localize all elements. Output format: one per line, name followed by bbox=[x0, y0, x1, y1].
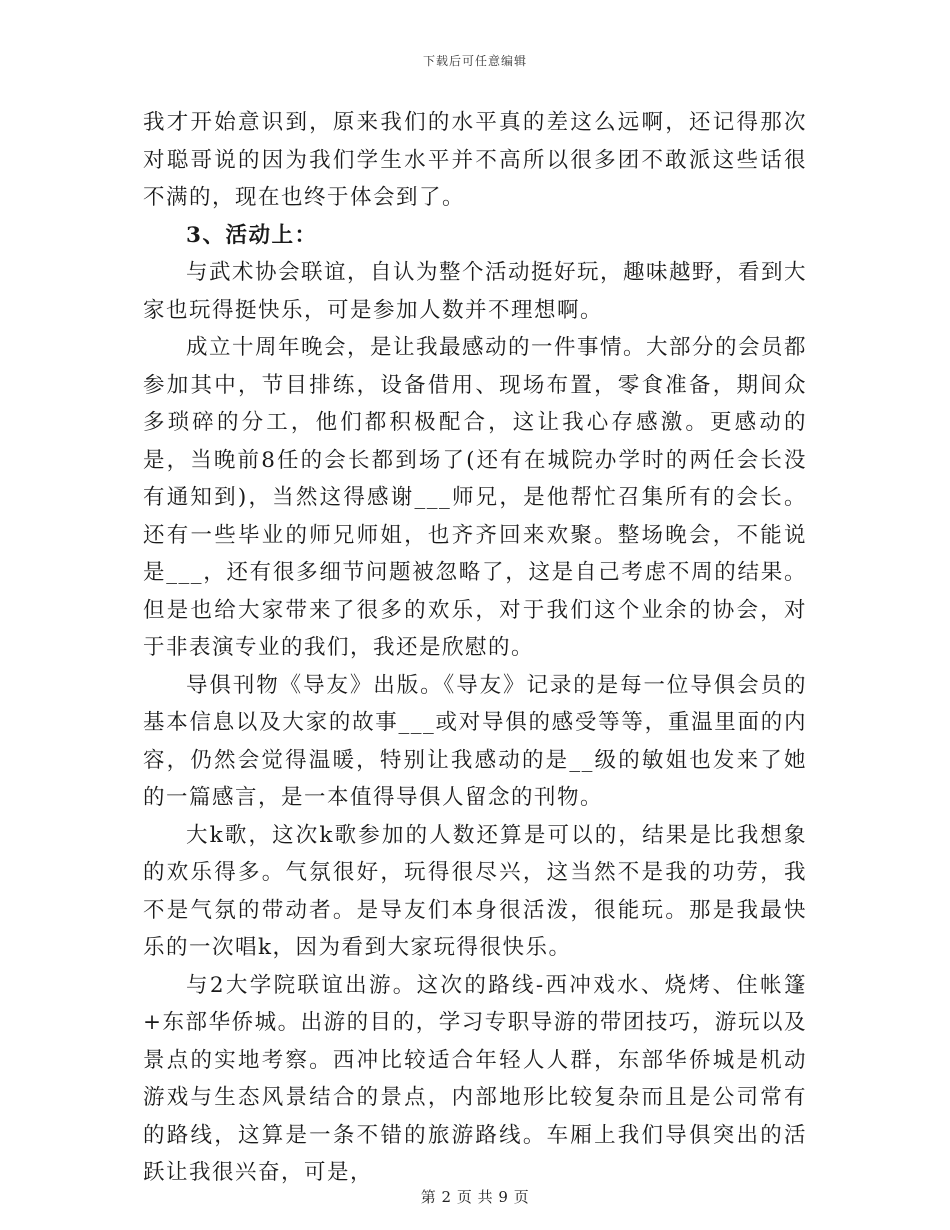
paragraph-continuation: 我才开始意识到，原来我们的水平真的差这么远啊，还记得那次对聪哥说的因为我们学生水平并不高所以很多团不敢派这些话很不满的，现在也终于体会到了。 bbox=[143, 110, 807, 210]
section-heading-activities: 3、活动上： bbox=[186, 222, 318, 248]
paragraph-magazine: 导俱刊物《导友》出版。《导友》记录的是每一位导俱会员的基本信息以及大家的故事___或对导俱的感受等等，重温里面的内容，仍然会觉得温暖，特别让我感动的是__级的敏姐也发来了她的一篇感言，是一本值得导俱人留念的刊物。 bbox=[143, 672, 807, 810]
paragraph-karaoke: 大k歌，这次k歌参加的人数还算是可以的，结果是比我想象的欢乐得多。气氛很好，玩得很尽兴，这当然不是我的功劳，我不是气氛的带动者。是导友们本身很活泼，很能玩。那是我最快乐的一次唱k，因为看到大家玩得很快乐。 bbox=[143, 822, 807, 960]
paragraph-joint-trip: 与2大学院联谊出游。这次的路线-西冲戏水、烧烤、住帐篷+东部华侨城。出游的目的，学习专职导游的带团技巧，游玩以及景点的实地考察。西冲比较适合年轻人人群，东部华侨城是机动游戏与生态风景结合的景点，内部地形比较复杂而且是公司常有的路线，这算是一条不错的旅游路线。车厢上我们导俱突出的活跃让我很兴奋，可是， bbox=[143, 972, 807, 1185]
paragraph-anniversary-gala: 成立十周年晚会，是让我最感动的一件事情。大部分的会员都参加其中，节目排练，设备借用、现场布置，零食准备，期间众多琐碎的分工，他们都积极配合，这让我心存感激。更感动的是，当晚前8任的会长都到场了(还有在城院办学时的两任会长没有通知到)，当然这得感谢___师兄，是他帮忙召集所有的会长。还有一些毕业的师兄师姐，也齐齐回来欢聚。整场晚会，不能说是___，还有很多细节问题被忽略了，这是自己考虑不周的结果。但是也给大家带来了很多的欢乐，对于我们这个业余的协会，对于非表演专业的我们，我还是欣慰的。 bbox=[143, 335, 808, 660]
page-number: 第 2 页 共 9 页 bbox=[420, 1188, 530, 1206]
paragraph-martial-arts-event: 与武术协会联谊，自认为整个活动挺好玩，趣味越野，看到大家也玩得挺快乐，可是参加人数并不理想啊。 bbox=[143, 260, 808, 323]
document-body bbox=[143, 104, 807, 1192]
page-header-note: 下载后可任意编辑 bbox=[422, 54, 527, 68]
